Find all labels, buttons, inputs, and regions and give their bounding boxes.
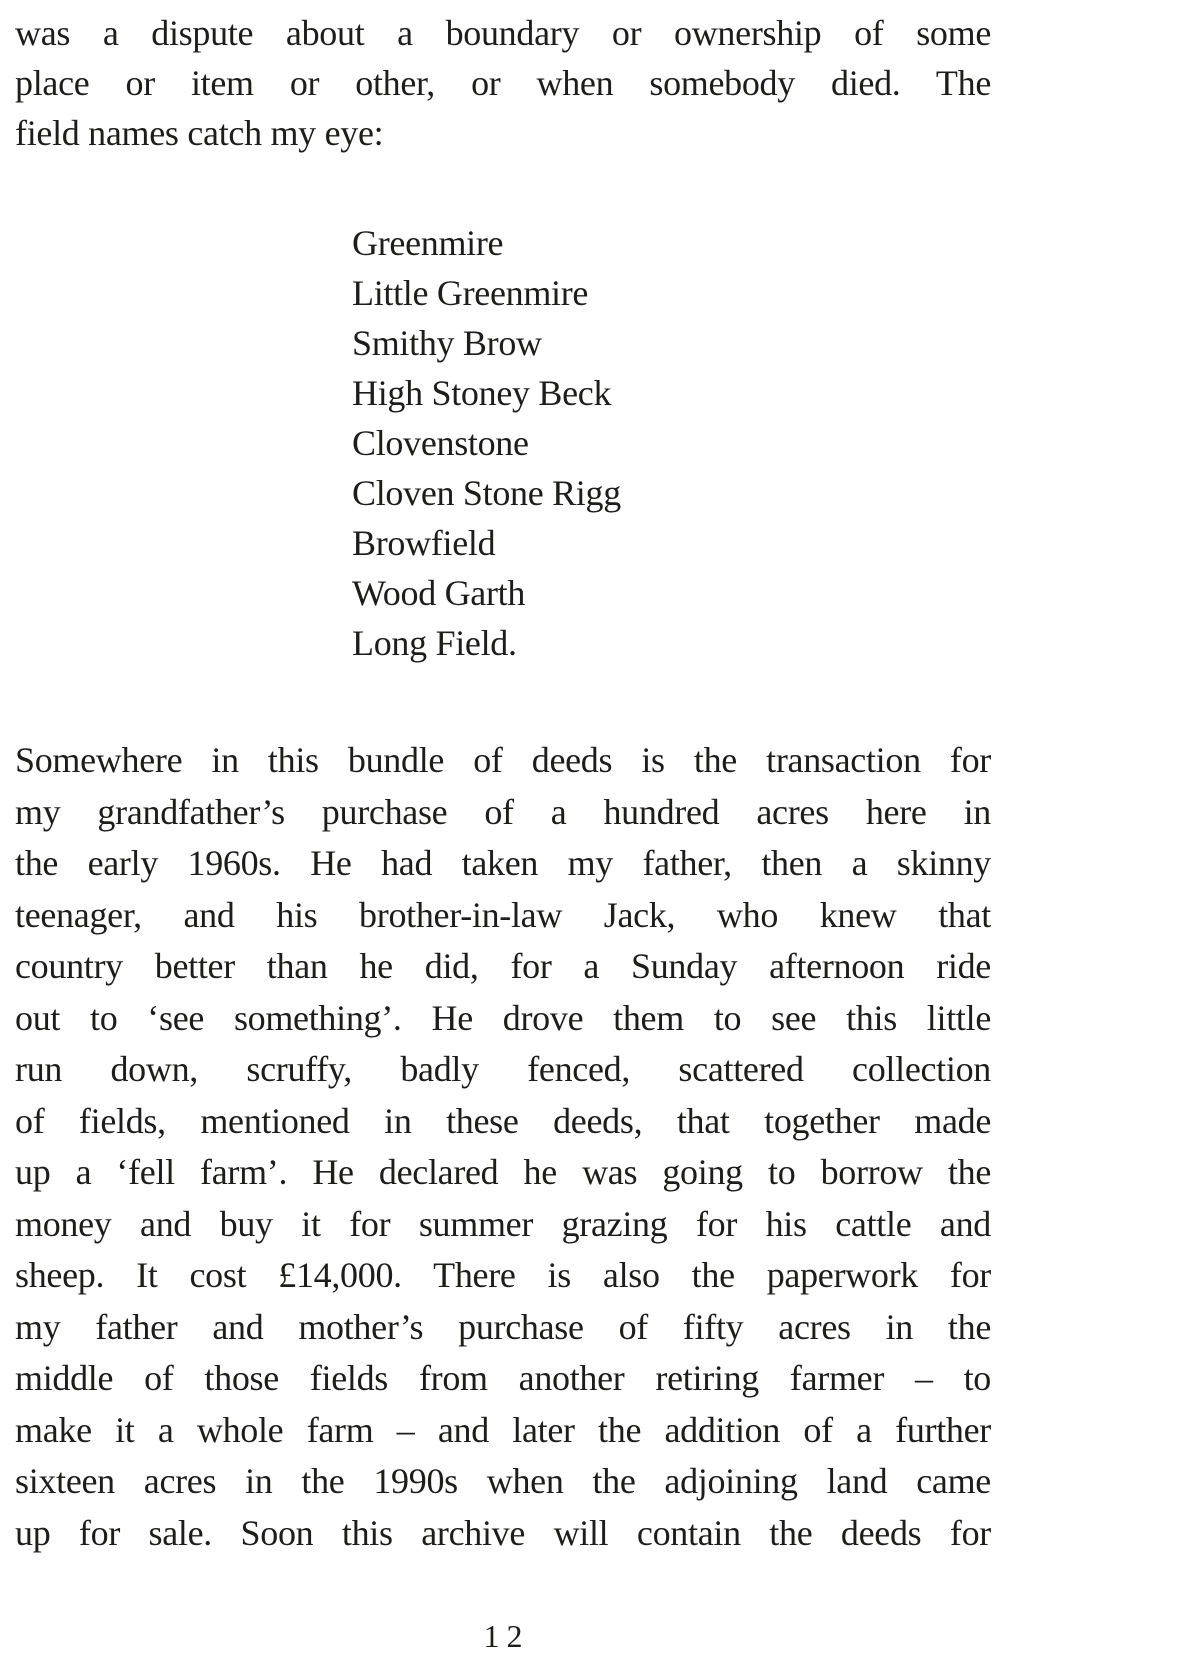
text-line: place or item or other, or when somebody died. The xyxy=(15,63,991,103)
text-line: of fields, mentioned in these deeds, that together made xyxy=(15,1100,991,1141)
list-item: Smithy Brow xyxy=(352,323,542,363)
list-item: Clovenstone xyxy=(352,423,529,463)
text-line: my father and mother’s purchase of fifty acres in the xyxy=(15,1306,991,1347)
text-line: sheep. It cost £14,000. There is also the paperwork for xyxy=(15,1255,991,1295)
deeds-paragraph xyxy=(15,735,991,1559)
text-line: money and buy it for summer grazing for his cattle and xyxy=(15,1203,991,1244)
text-line: the early 1960s. He had taken my father, then a skinny xyxy=(15,843,991,883)
list-item: Cloven Stone Rigg xyxy=(352,473,621,513)
text-line: out to ‘see something’. He drove them to see this little xyxy=(15,997,991,1038)
text-line: middle of those fields from another retiring farmer – to xyxy=(15,1358,991,1398)
text-line: make it a whole farm – and later the addition of a further xyxy=(15,1409,991,1450)
list-item: Browfield xyxy=(352,523,496,563)
text-line: up for sale. Soon this archive will contain the deeds for xyxy=(15,1512,991,1553)
list-item: High Stoney Beck xyxy=(352,373,612,413)
list-item: Long Field. xyxy=(352,623,517,663)
list-item: Little Greenmire xyxy=(352,273,589,313)
text-line: teenager, and his brother-in-law Jack, who knew that xyxy=(15,894,991,935)
list-item: Greenmire xyxy=(352,223,504,263)
text-line: run down, scruffy, badly fenced, scattered collection xyxy=(15,1049,991,1089)
paragraph-continuation xyxy=(15,8,991,158)
body-text xyxy=(15,8,991,1559)
text-line: sixteen acres in the 1990s when the adjoining land came xyxy=(15,1461,991,1501)
text-line: my grandfather’s purchase of a hundred acres here in xyxy=(15,791,991,832)
text-line: field names catch my eye: xyxy=(15,113,384,153)
page-number: 12 xyxy=(483,1618,530,1654)
text-line: up a ‘fell farm’. He declared he was going to borrow the xyxy=(15,1152,991,1192)
text-line: Somewhere in this bundle of deeds is the transaction for xyxy=(15,740,991,780)
text-line: country better than he did, for a Sunday afternoon ride xyxy=(15,946,991,986)
list-item: Wood Garth xyxy=(352,573,526,613)
text-line: was a dispute about a boundary or ownership of some xyxy=(15,13,991,53)
field-names-list xyxy=(352,218,991,668)
